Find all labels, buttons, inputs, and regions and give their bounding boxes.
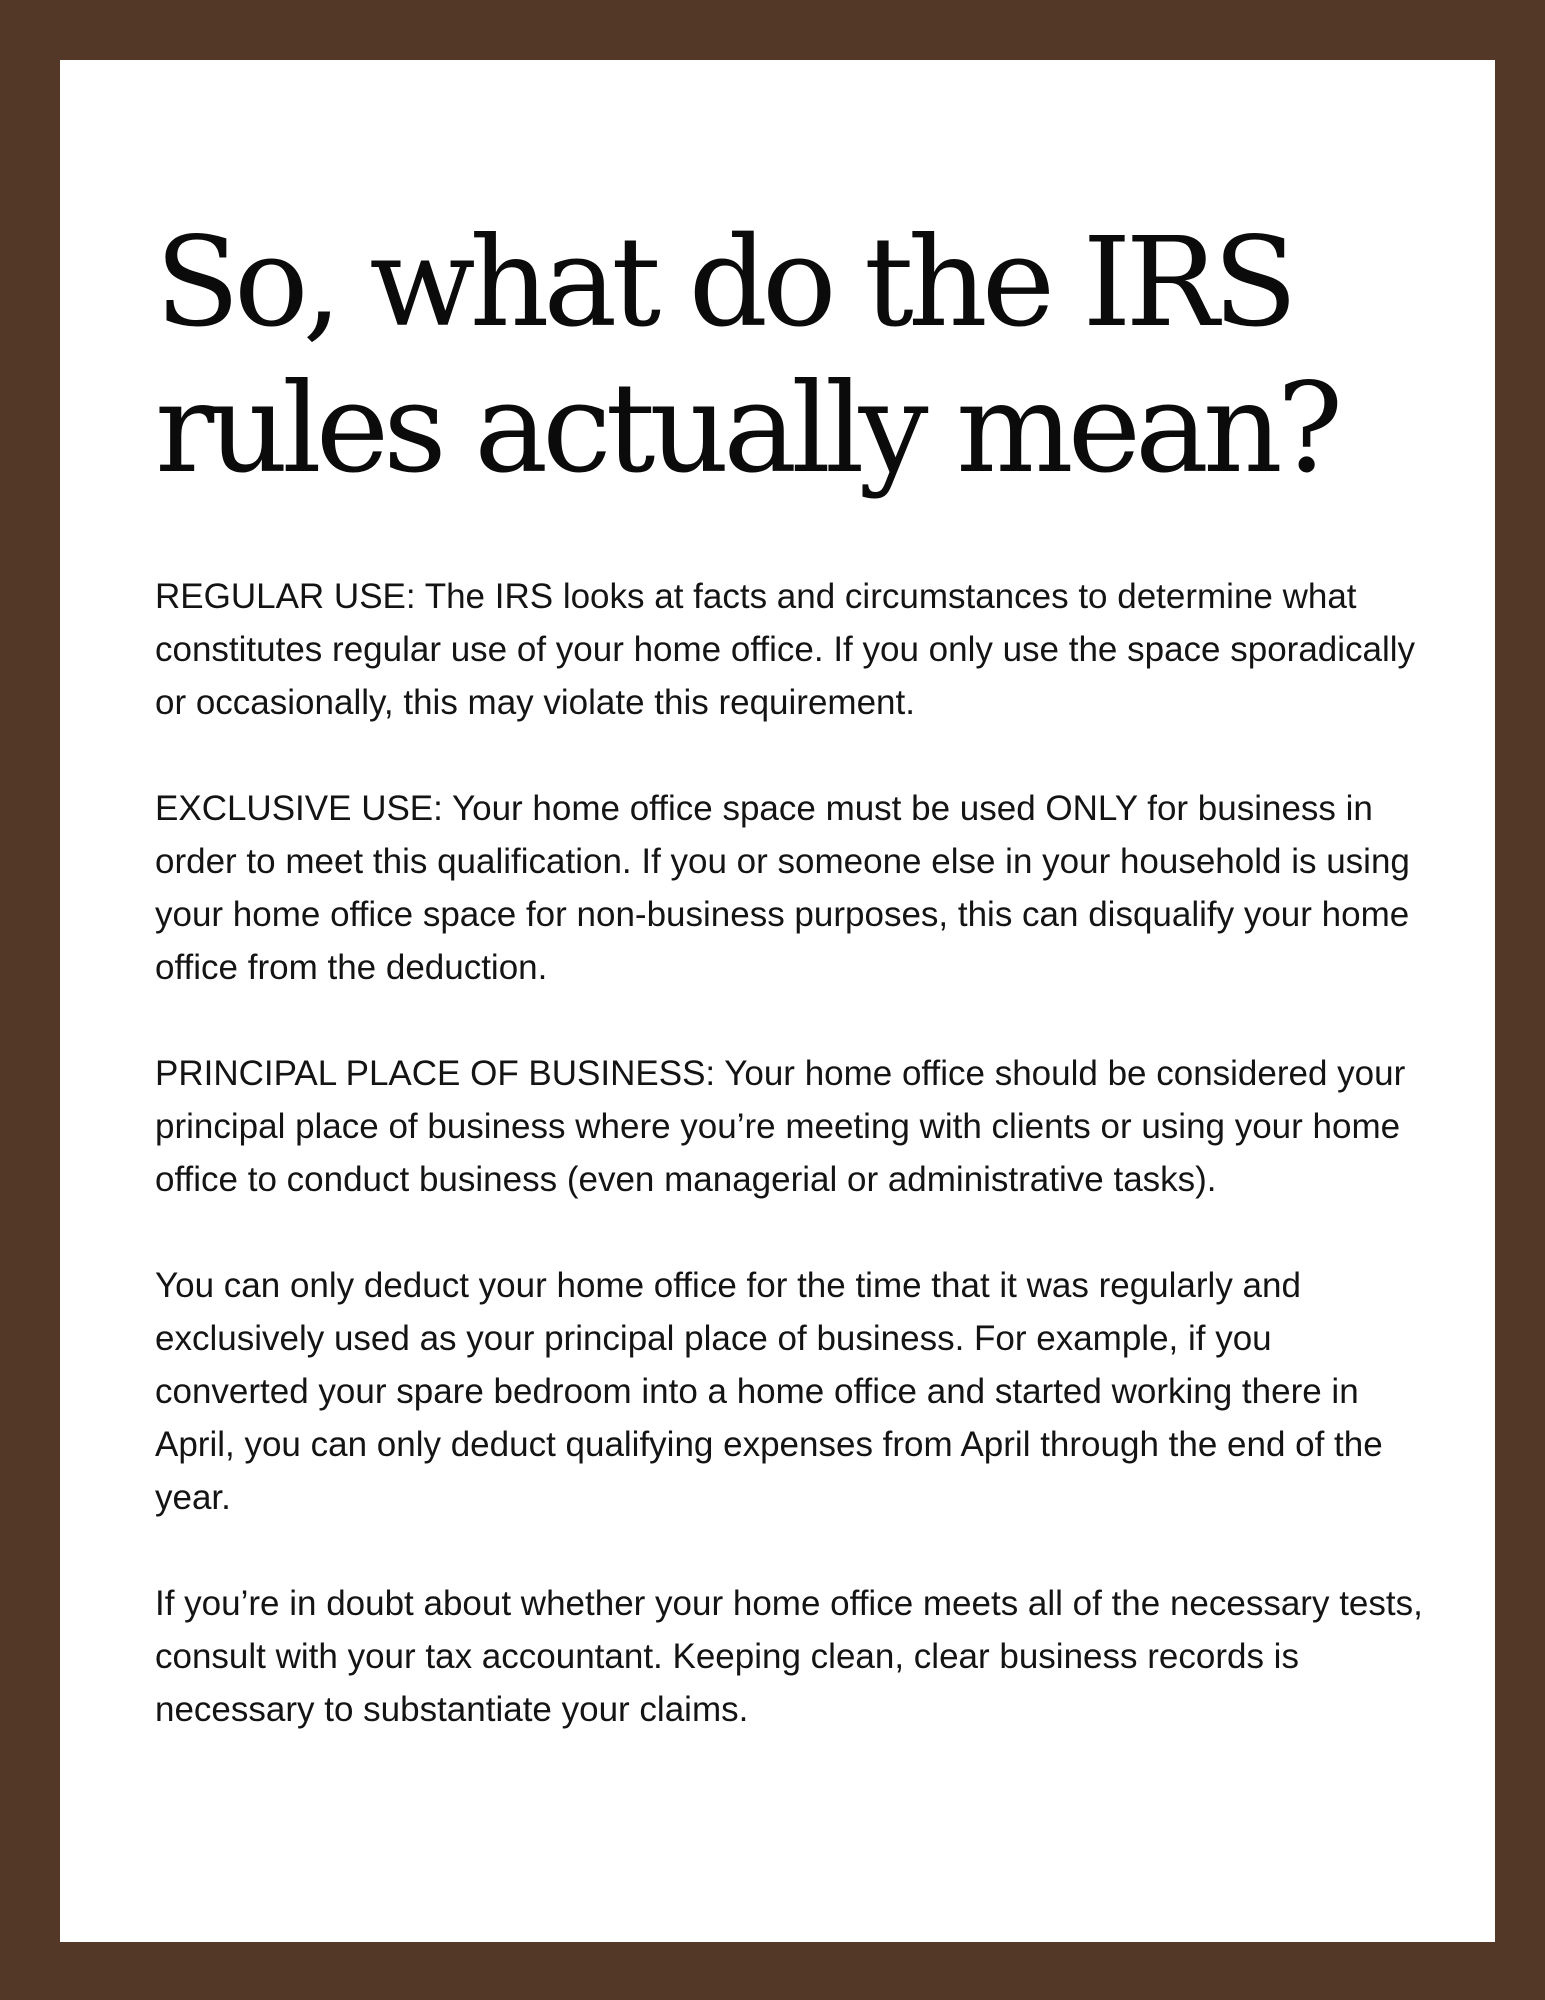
deduction-timing-paragraph: You can only deduct your home office for the time that it was regularly and exclusively used as your principal place of business. For example, if you converted your spare bedroom into a home office and started working there in April, you can only deduct qualifying expenses from April through the end of the year. [155, 1266, 1383, 1517]
regular-use-term: REGULAR USE: [155, 577, 416, 616]
exclusive-use-paragraph [155, 782, 1425, 994]
principal-place-term: PRINCIPAL PLACE OF BUSINESS: [155, 1054, 716, 1093]
exclusive-use-text: Your home office space must be used ONLY for business in order to meet this qualification. If you or someone else in your household is using your home office space for non-business purposes, this can disqualify your home office from the deduction. [155, 789, 1410, 987]
exclusive-use-term: EXCLUSIVE USE: [155, 789, 443, 828]
regular-use-text: The IRS looks at facts and circumstances to determine what constitutes regular use of your home office. If you only use the space sporadically or occasionally, this may violate this requirement. [155, 577, 1416, 722]
body-content [155, 570, 1425, 1789]
principal-place-paragraph [155, 1047, 1425, 1206]
page-title [155, 210, 1405, 502]
title-line-2: rules actually mean? [155, 357, 1338, 501]
document-page [60, 60, 1495, 1942]
title-line-1: So, what do the IRS [155, 211, 1292, 355]
principal-place-text: Your home office should be considered your principal place of business where you’re meeting with clients or using your home office to conduct business (even managerial or administrative tasks). [155, 1054, 1406, 1199]
consult-accountant-paragraph: If you’re in doubt about whether your home office meets all of the necessary tests, consult with your tax accountant. Keeping clean, clear business records is necessary to substantiate your claims. [155, 1584, 1423, 1729]
regular-use-paragraph [155, 570, 1425, 729]
